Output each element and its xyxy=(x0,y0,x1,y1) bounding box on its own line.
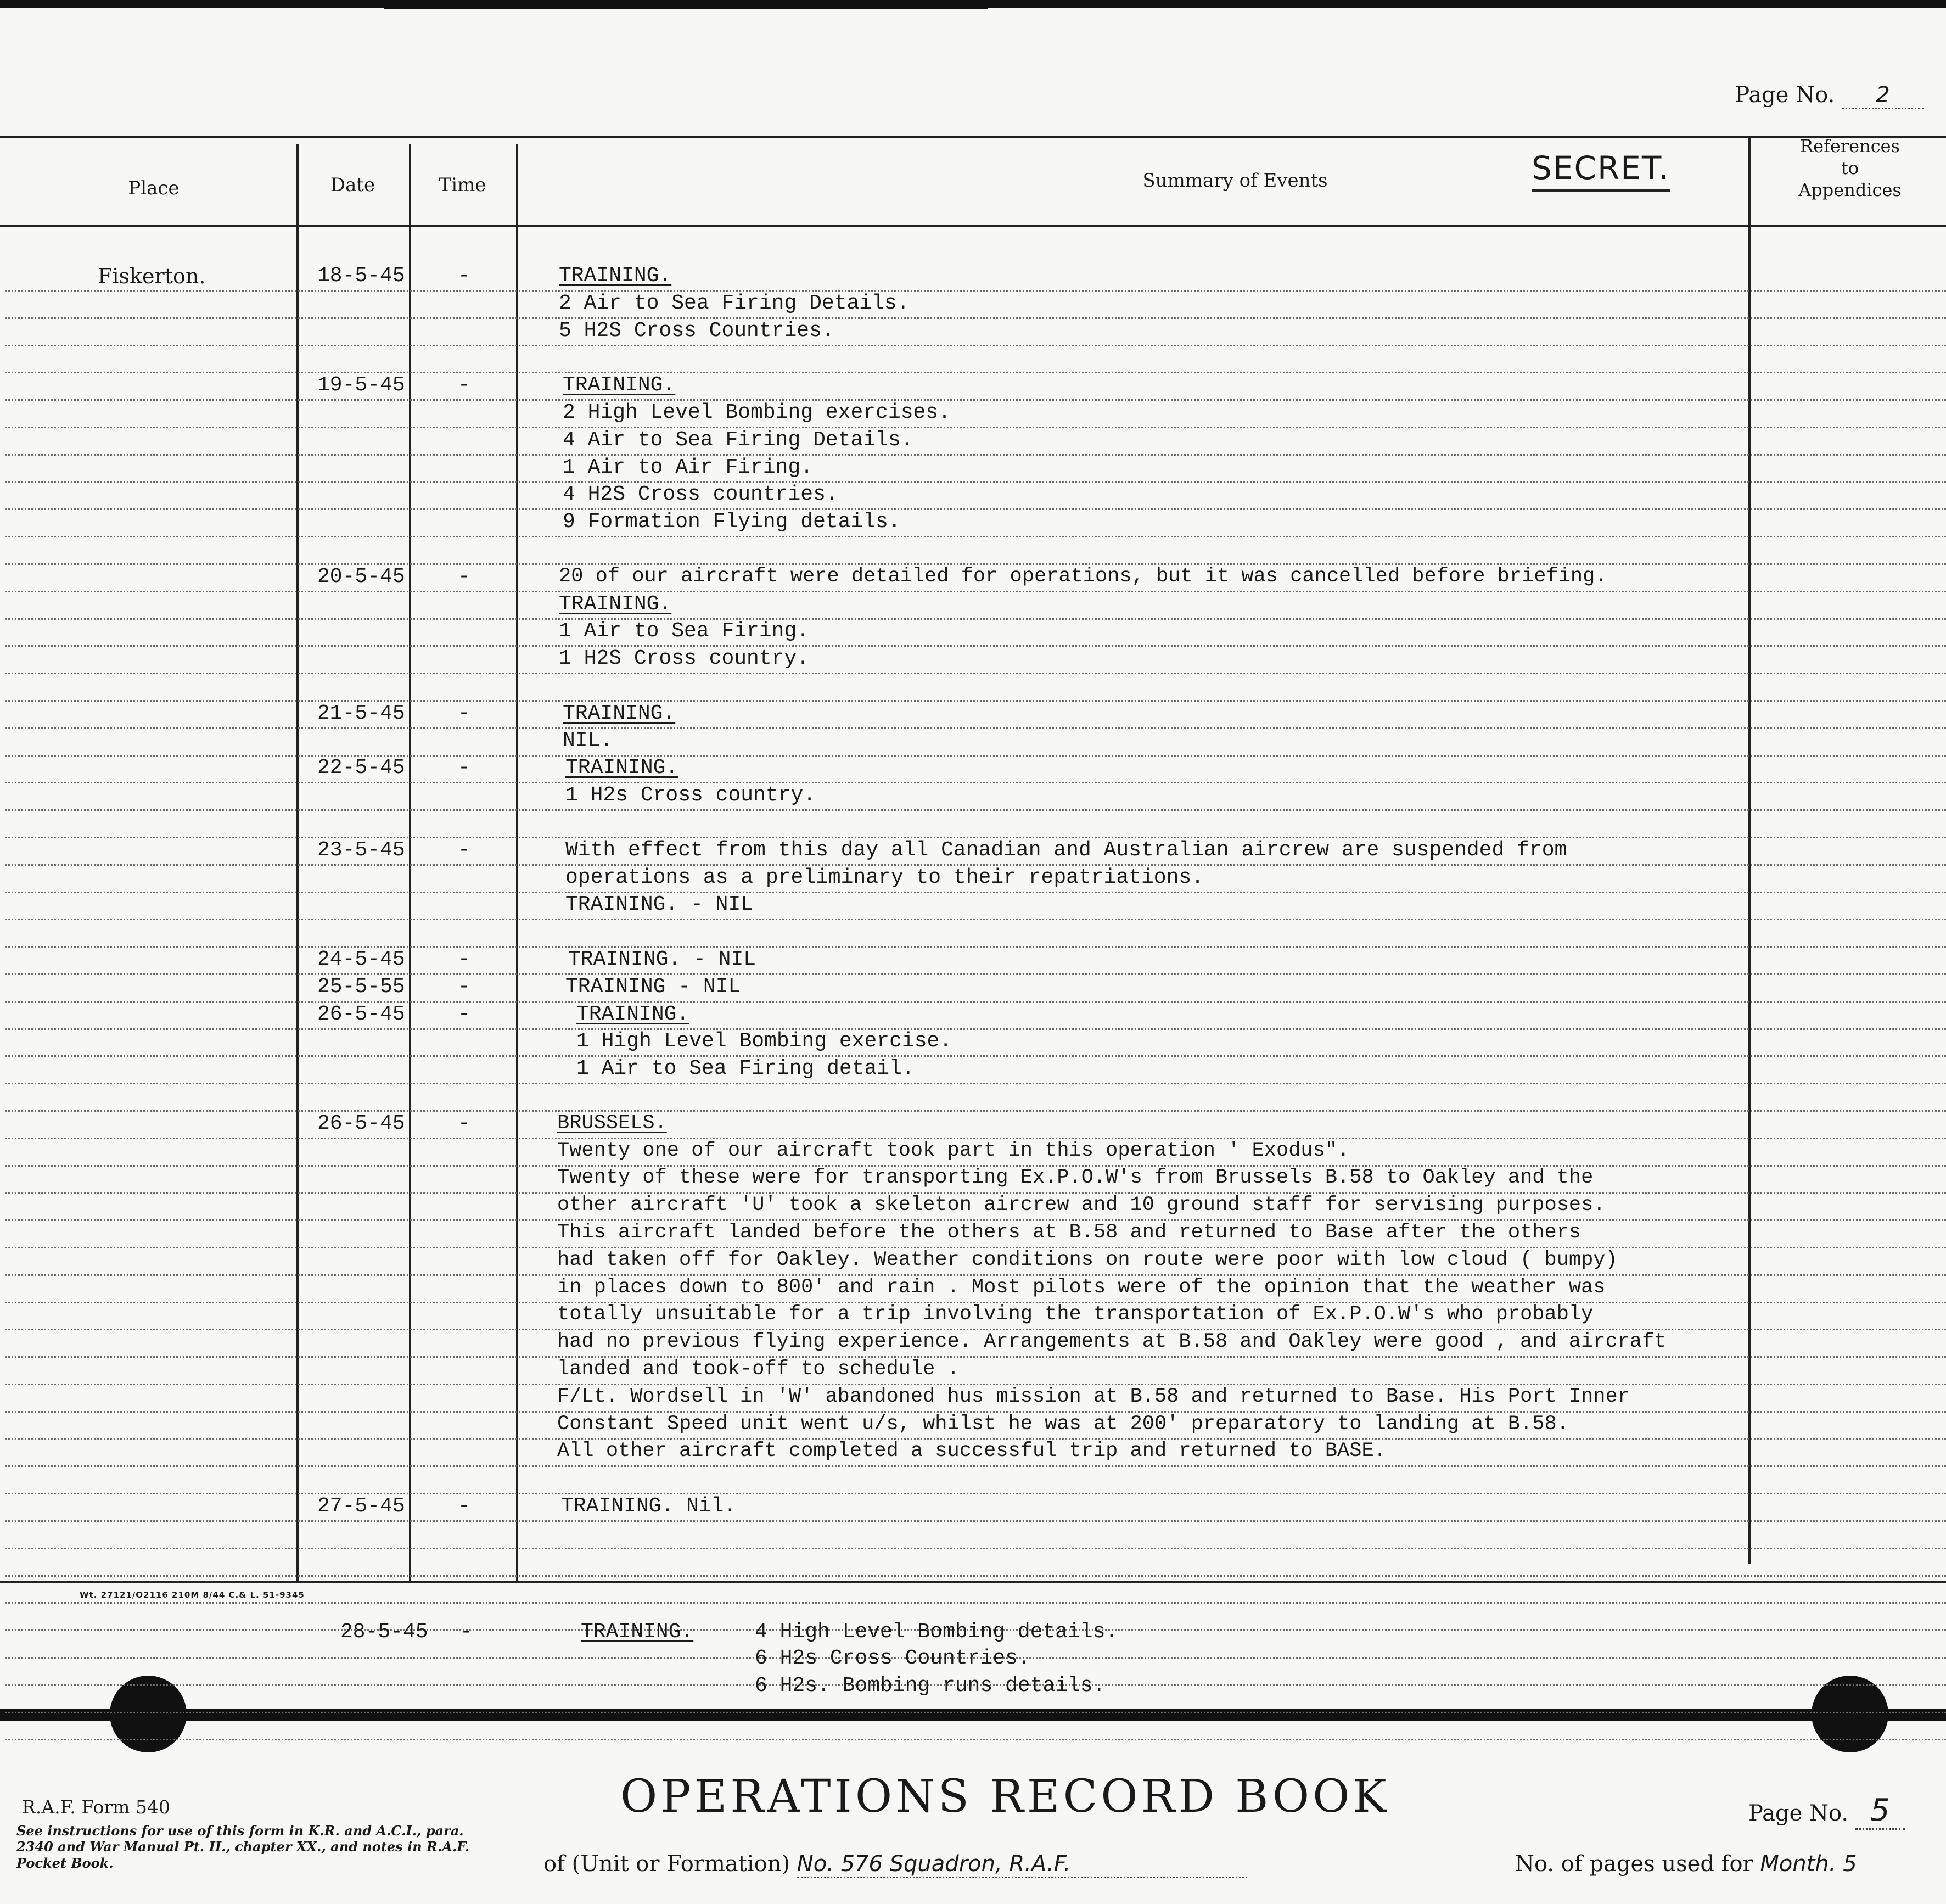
punch-hole-left xyxy=(110,1676,187,1752)
entry-time: - xyxy=(458,838,470,862)
entry-line: Twenty of these were for transporting Ex.P.O.W's from Brussels B.58 to Oakley and the xyxy=(557,1166,1594,1189)
entry-line: TRAINING. xyxy=(563,702,676,725)
entry-date: 22-5-45 xyxy=(317,756,405,780)
ruled-line xyxy=(5,536,1946,537)
punch-hole-right xyxy=(1812,1676,1888,1752)
page-number-top-label: Page No. xyxy=(1735,82,1835,108)
entry-line: TRAINING. xyxy=(563,373,676,397)
entry-line: landed and took-off to schedule . xyxy=(557,1358,960,1381)
pages-used-label: No. of pages used for xyxy=(1515,1851,1753,1877)
ruled-line xyxy=(5,290,1946,292)
entry-time: - xyxy=(458,264,470,288)
document-title: OPERATIONS RECORD BOOK xyxy=(620,1771,1390,1823)
ruled-line xyxy=(5,755,1946,757)
page-number-footer xyxy=(1748,1793,1905,1830)
ruled-line xyxy=(5,454,1946,456)
entry-date: 21-5-45 xyxy=(317,702,405,725)
overflow-entry-line-1: 4 High Level Bombing details. xyxy=(755,1620,1118,1644)
entry-time: - xyxy=(458,702,470,725)
ruled-line xyxy=(5,946,1946,948)
ruled-line xyxy=(5,892,1946,893)
entry-line: 20 of our aircraft were detailed for operations, but it was cancelled before briefing. xyxy=(559,565,1607,588)
entry-line: Twenty one of our aircraft took part in this operation ' Exodus". xyxy=(557,1139,1350,1162)
ruled-line xyxy=(5,919,1946,920)
ruled-line xyxy=(5,1001,1946,1003)
unit-field-value: No. 576 Squadron, R.A.F. xyxy=(797,1851,1247,1878)
entry-time: - xyxy=(458,1003,470,1026)
unit-field-label: of (Unit or Formation) xyxy=(543,1851,790,1877)
col-header-time: Time xyxy=(439,174,486,196)
top-scan-edge-accent xyxy=(384,3,988,9)
entry-line: had no previous flying experience. Arrangements at B.58 and Oakley were good , and aircraft xyxy=(557,1330,1667,1353)
place-cell: Fiskerton. xyxy=(98,264,206,288)
entry-time: - xyxy=(458,756,470,780)
entry-line: This aircraft landed before the others at B.58 and returned to Base after the others xyxy=(557,1221,1582,1244)
ruled-line xyxy=(5,481,1946,483)
entry-date: 26-5-45 xyxy=(317,1112,405,1135)
entry-line: All other aircraft completed a successful trip and returned to BASE. xyxy=(557,1440,1386,1463)
ruled-line xyxy=(5,700,1946,702)
ruled-line xyxy=(5,727,1946,729)
entry-date: 24-5-45 xyxy=(317,948,405,971)
entry-time: - xyxy=(458,948,470,971)
entry-line: other aircraft 'U' took a skeleton aircrew and 10 ground staff for servising purposes. xyxy=(557,1194,1606,1217)
form-print-code: Wt. 27121/O2116 210M 8/44 C.& L. 51-9345 xyxy=(80,1590,305,1600)
col-header-place: Place xyxy=(128,177,180,199)
overflow-entry-date: 28-5-45 xyxy=(340,1620,428,1644)
entry-date: 26-5-45 xyxy=(317,1003,405,1026)
entry-line: totally unsuitable for a trip involving the transportation of Ex.P.O.W's who probably xyxy=(557,1303,1594,1326)
entry-date: 19-5-45 xyxy=(317,373,405,397)
entry-line: in places down to 800' and rain . Most pilots were of the opinion that the weather was xyxy=(557,1276,1606,1299)
entry-line: TRAINING. xyxy=(559,264,672,288)
entry-line: TRAINING. xyxy=(576,1003,689,1026)
entry-line: 1 High Level Bombing exercise. xyxy=(576,1029,952,1053)
pages-used-value: Month. 5 xyxy=(1760,1851,1857,1877)
ruled-line xyxy=(5,345,1946,346)
page-number-top xyxy=(1735,82,1924,109)
col-header-references-line-3: Appendices xyxy=(1798,180,1902,200)
ruled-line xyxy=(5,1548,1946,1549)
col-header-references-line-2: to xyxy=(1841,158,1859,178)
ruled-line xyxy=(5,1356,1946,1358)
ruled-line xyxy=(5,782,1946,783)
page-number-footer-value: 5 xyxy=(1855,1793,1905,1830)
overflow-entry-label: TRAINING. xyxy=(581,1620,694,1644)
col-divider-place-date xyxy=(296,144,299,1581)
ruled-line xyxy=(5,1055,1946,1057)
entry-line: 1 H2s Cross country. xyxy=(565,783,816,807)
ruled-line xyxy=(5,1110,1946,1112)
entry-line: 1 Air to Sea Firing detail. xyxy=(576,1057,915,1080)
col-header-date: Date xyxy=(330,174,375,196)
entry-time: - xyxy=(458,565,470,589)
ruled-line xyxy=(5,1493,1946,1494)
entry-line: NIL. xyxy=(563,729,613,753)
overflow-entry-line-3: 6 H2s. Bombing runs details. xyxy=(755,1674,1106,1698)
entry-line: TRAINING. xyxy=(565,756,678,780)
unit-field xyxy=(543,1851,1247,1878)
entry-line: 2 Air to Sea Firing Details. xyxy=(559,292,910,315)
entry-line: BRUSSELS. xyxy=(557,1112,667,1135)
ruled-line xyxy=(5,1602,1946,1604)
ruled-line xyxy=(5,1083,1946,1084)
entry-line: operations as a preliminary to their repatriations. xyxy=(565,866,1204,889)
ruled-line xyxy=(5,645,1946,647)
col-header-references-line-1: References xyxy=(1800,136,1900,156)
entry-time: - xyxy=(458,373,470,397)
ruled-line xyxy=(5,618,1946,620)
overflow-entry-time: - xyxy=(460,1620,473,1644)
table-bottom-rule xyxy=(0,1581,1946,1583)
entry-line: TRAINING - NIL xyxy=(565,975,741,999)
entry-line: 5 H2S Cross Countries. xyxy=(559,319,834,343)
entry-time: - xyxy=(458,1494,470,1518)
entry-date: 27-5-45 xyxy=(317,1494,405,1518)
entry-date: 18-5-45 xyxy=(317,264,405,288)
entry-line: 4 H2S Cross countries. xyxy=(563,483,838,506)
col-divider-summary-refs xyxy=(1748,136,1751,1564)
ruled-line xyxy=(5,508,1946,510)
entry-line: 9 Formation Flying details. xyxy=(563,510,901,534)
col-divider-time-summary xyxy=(516,144,518,1581)
entry-line: 4 Air to Sea Firing Details. xyxy=(563,428,913,452)
entry-line: TRAINING. - NIL xyxy=(568,948,756,971)
entry-time: - xyxy=(458,975,470,999)
classification-stamp: SECRET. xyxy=(1532,149,1670,192)
binding-band xyxy=(0,1709,1946,1721)
ruled-line xyxy=(5,427,1946,428)
page-number-footer-label: Page No. xyxy=(1748,1801,1849,1826)
ruled-line xyxy=(5,1739,1946,1740)
entry-line: 2 High Level Bombing exercises. xyxy=(563,401,951,424)
form-number: R.A.F. Form 540 xyxy=(22,1796,170,1818)
header-bottom-rule xyxy=(0,225,1946,227)
ruled-line xyxy=(5,399,1946,401)
ruled-line xyxy=(5,1465,1946,1467)
entry-date: 20-5-45 xyxy=(317,565,405,589)
page-number-top-value: 2 xyxy=(1842,82,1924,109)
col-divider-date-time xyxy=(409,144,411,1581)
entry-line: F/Lt. Wordsell in 'W' abandoned hus mission at B.58 and returned to Base. His Port Inner xyxy=(557,1385,1630,1408)
ruled-line xyxy=(5,1520,1946,1522)
entry-date: 23-5-45 xyxy=(317,838,405,862)
entry-line: 1 Air to Air Firing. xyxy=(563,456,814,479)
ruled-line xyxy=(5,1712,1946,1713)
col-header-references xyxy=(1757,135,1943,201)
pages-used-field xyxy=(1515,1851,1857,1877)
ruled-line xyxy=(5,809,1946,811)
overflow-entry-line-2: 6 H2s Cross Countries. xyxy=(755,1647,1030,1670)
col-header-summary: Summary of Events xyxy=(1142,170,1328,192)
ruled-line xyxy=(5,591,1946,592)
ruled-line xyxy=(5,372,1946,373)
entry-line: 1 Air to Sea Firing. xyxy=(559,619,810,643)
ruled-line xyxy=(5,317,1946,319)
entry-line: Constant Speed unit went u/s, whilst he was at 200' preparatory to landing at B.58. xyxy=(557,1413,1569,1436)
entry-line: With effect from this day all Canadian and Australian aircrew are suspended from xyxy=(565,838,1567,862)
entry-date: 25-5-55 xyxy=(317,975,405,999)
header-top-rule xyxy=(0,136,1946,138)
entry-line: TRAINING. Nil. xyxy=(561,1494,737,1518)
ruled-line xyxy=(5,1575,1946,1577)
entry-line: had taken off for Oakley. Weather conditions on route were poor with low cloud ( bumpy) xyxy=(557,1248,1618,1272)
ruled-line xyxy=(5,973,1946,975)
entry-time: - xyxy=(458,1112,470,1135)
form-instructions: See instructions for use of this form in K.R. and A.C.I., para. 2340 and War Manual Pt. II., chapter XX., and notes in R.A.F. Pocket Book. xyxy=(16,1823,470,1871)
entry-line: TRAINING. xyxy=(559,592,672,616)
ruled-line xyxy=(5,1028,1946,1030)
entry-line: TRAINING. - NIL xyxy=(565,893,754,916)
entry-line: 1 H2S Cross country. xyxy=(559,647,810,670)
ruled-line xyxy=(5,673,1946,674)
